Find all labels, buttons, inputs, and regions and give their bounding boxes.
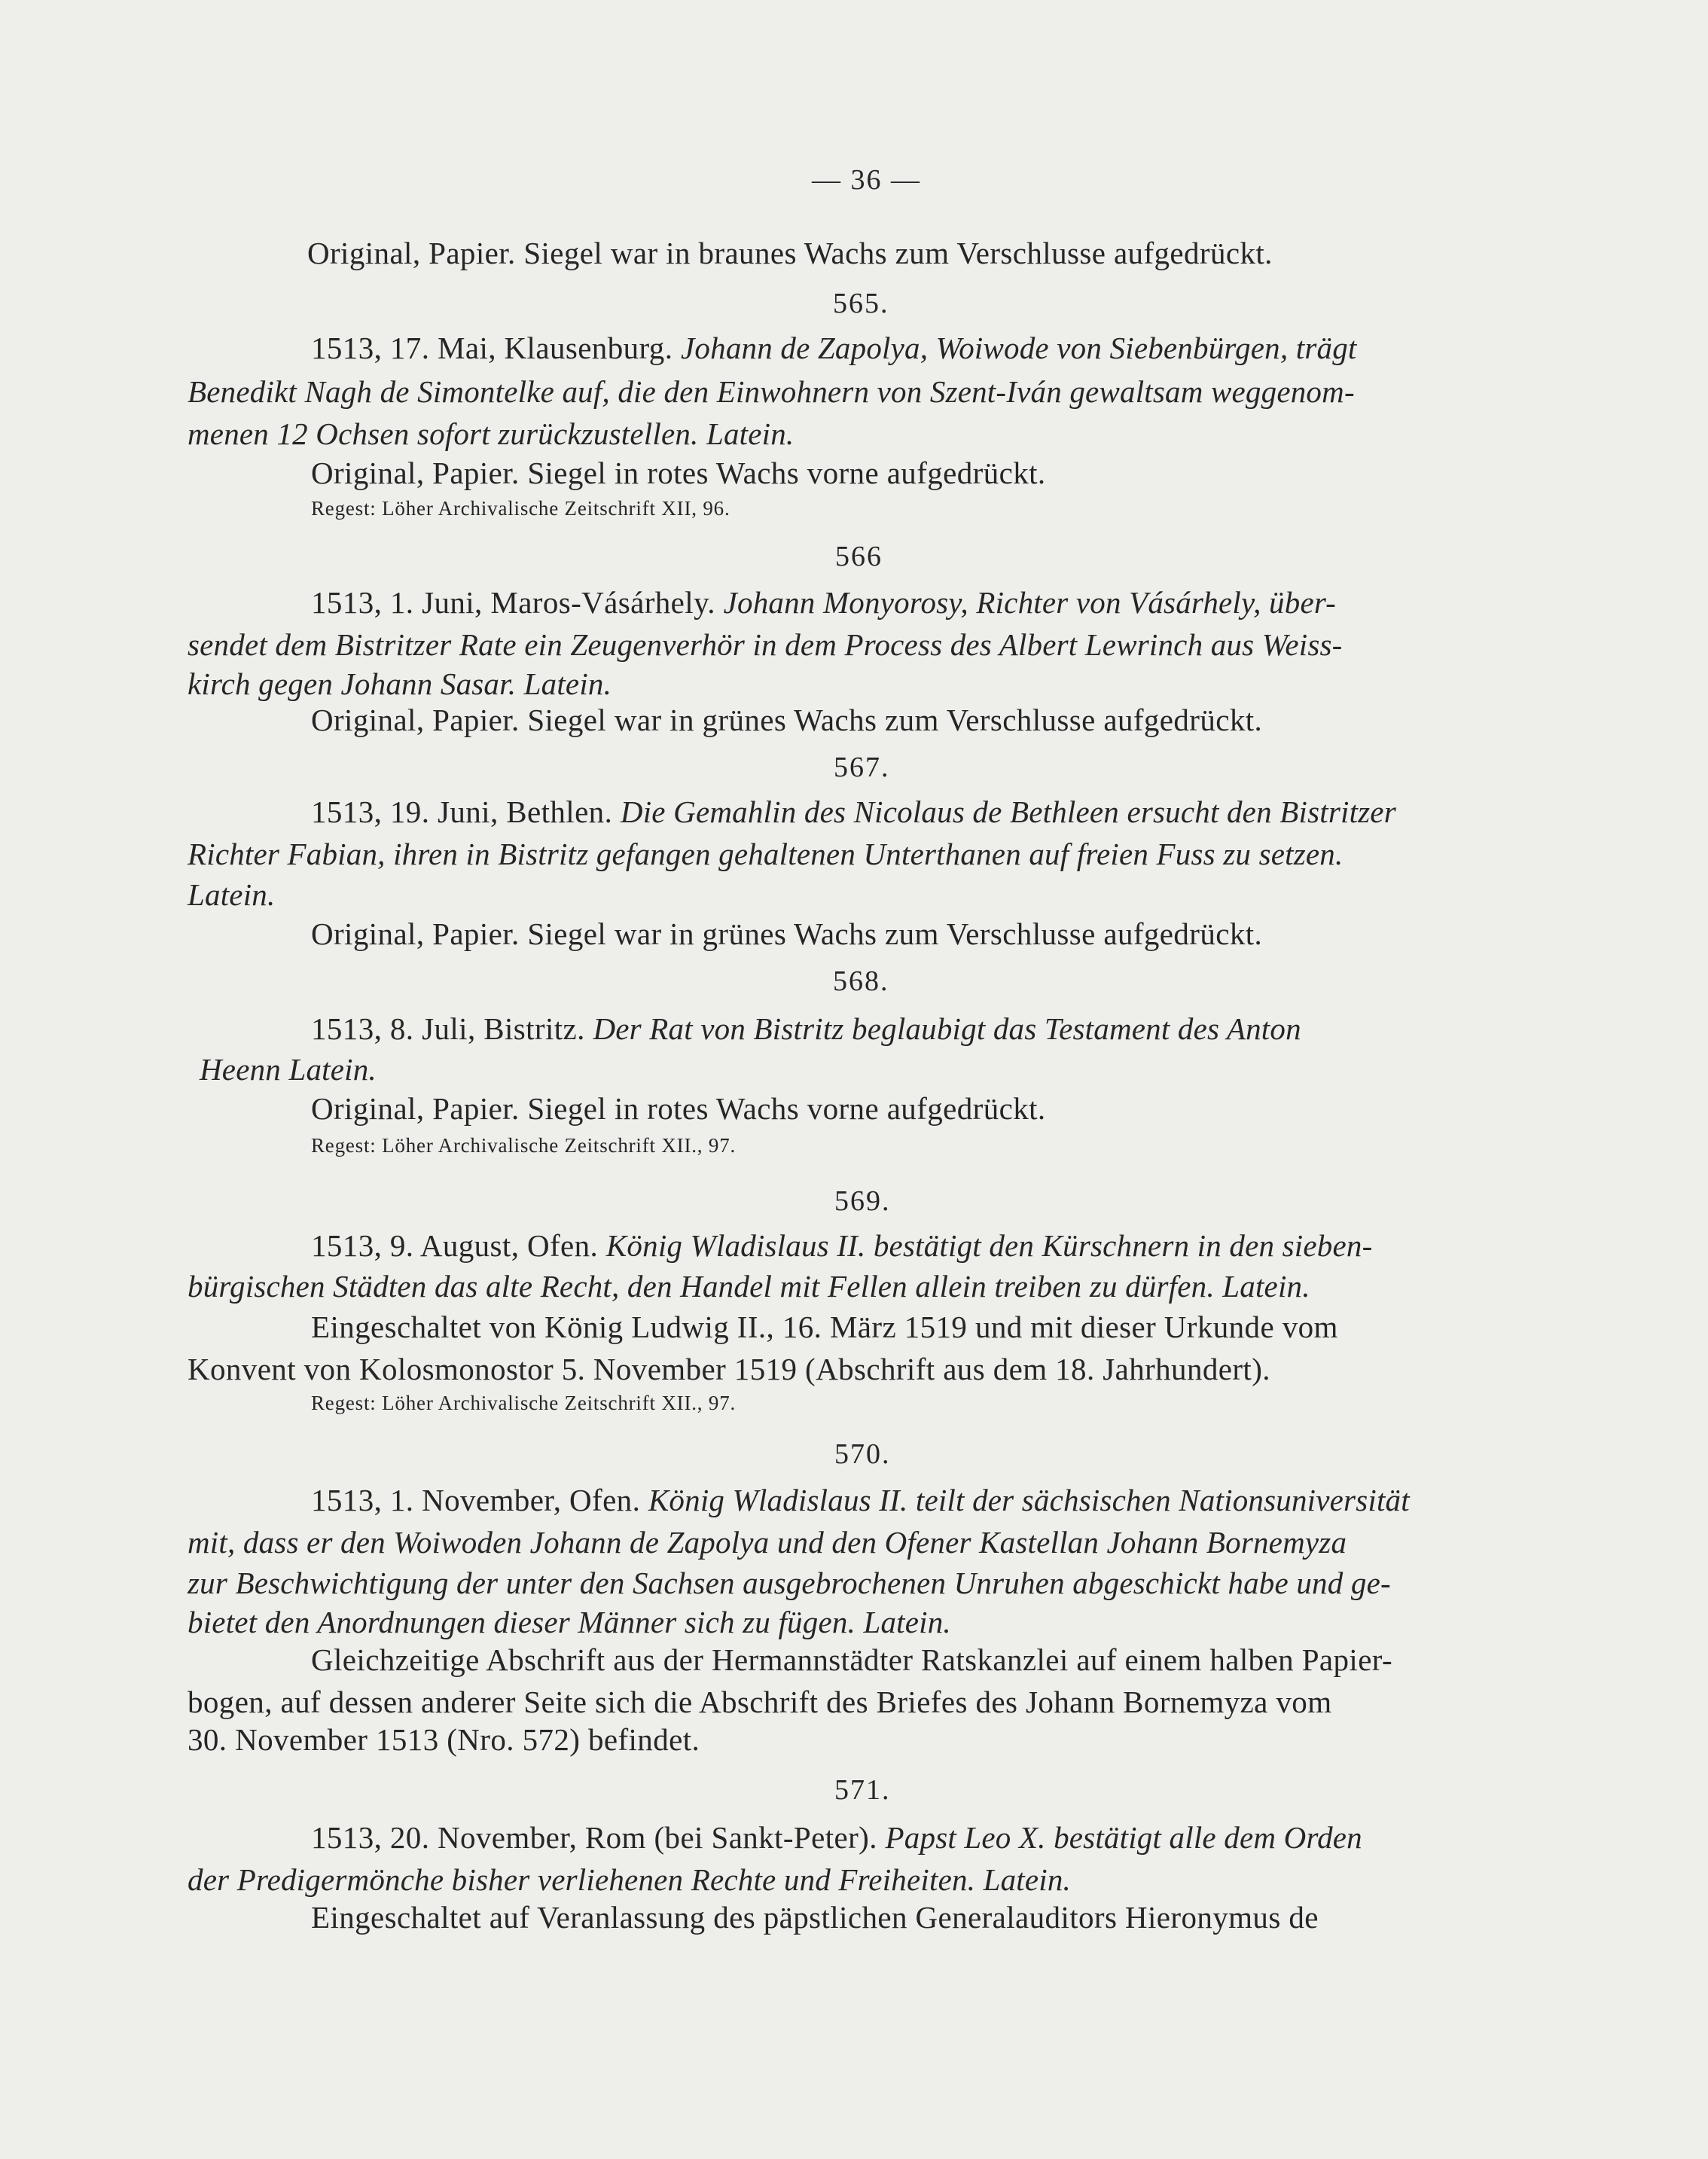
text-line: der Predigermönche bisher verliehenen Rechte und Freiheiten. Latein. (188, 1862, 1072, 1897)
entry-summary: Der Rat von Bistritz beglaubigt das Testament des Anton (593, 1011, 1301, 1046)
page-number: — 36 — (812, 164, 921, 196)
entry-date: 1513, 1. November, Ofen. (311, 1483, 641, 1517)
entry-heading (311, 587, 1336, 618)
text-line: zur Beschwichtigung der unter den Sachsen ausgebrochenen Unruhen abgeschickt habe und ge- (188, 1566, 1391, 1600)
text-line: Original, Papier. Siegel in rotes Wachs vorne aufgedrückt. (311, 456, 1046, 490)
text-line: Heenn Latein. (200, 1052, 377, 1087)
regest-line: Regest: Löher Archivalische Zeitschrift XII., 97. (311, 1392, 737, 1414)
entry-date: 1513, 19. Juni, Bethlen. (311, 794, 613, 829)
text-line: bietet den Anordnungen dieser Männer sich zu fügen. Latein. (188, 1605, 951, 1639)
entry-number: 568. (833, 965, 889, 997)
entry-summary: Johann de Zapolya, Woiwode von Siebenbürgen, trägt (681, 331, 1357, 365)
text-line: Latein. (188, 877, 276, 912)
text-line: Eingeschaltet auf Veranlassung des päpstlichen Generalauditors Hieronymus de (311, 1900, 1319, 1935)
entry-summary: König Wladislaus II. teilt der sächsischen Nationsuniversität (648, 1483, 1410, 1517)
entry-summary: König Wladislaus II. bestätigt den Kürschnern in den sieben- (605, 1228, 1373, 1263)
entry-date: 1513, 1. Juni, Maros-Vásárhely. (311, 585, 715, 620)
entry-heading (311, 794, 1396, 829)
text-line: Original, Papier. Siegel war in grünes Wachs zum Verschlusse aufgedrückt. (311, 703, 1263, 737)
text-line: Richter Fabian, ihren in Bistritz gefangen gehaltenen Unterthanen auf freien Fuss zu setzen. (188, 837, 1344, 871)
text-line: Eingeschaltet von König Ludwig II., 16. März 1519 und mit dieser Urkunde vom (311, 1310, 1338, 1344)
text-line: 30. November 1513 (Nro. 572) befindet. (188, 1722, 700, 1757)
entry-heading (311, 333, 1356, 364)
regest-line: Regest: Löher Archivalische Zeitschrift XII, 96. (311, 497, 730, 520)
regest-line: Regest: Löher Archivalische Zeitschrift XII., 97. (311, 1134, 737, 1157)
entry-heading (311, 1230, 1372, 1261)
entry-number: 566 (835, 541, 883, 572)
entry-heading (311, 1485, 1410, 1516)
entry-heading (311, 1822, 1362, 1853)
text-line: Original, Papier. Siegel in rotes Wachs vorne aufgedrückt. (311, 1091, 1046, 1126)
entry-date: 1513, 9. August, Ofen. (311, 1228, 599, 1263)
text-line: Original, Papier. Siegel war in grünes Wachs zum Verschlusse aufgedrückt. (311, 916, 1263, 951)
text-line: menen 12 Ochsen sofort zurückzustellen. Latein. (188, 416, 795, 451)
entry-number: 565. (833, 288, 889, 319)
entry-number: 570. (834, 1438, 891, 1470)
text-line: sendet dem Bistritzer Rate ein Zeugenverhör in dem Process des Albert Lewrinch aus Weiss- (188, 627, 1343, 662)
text-line: bogen, auf dessen anderer Seite sich die Abschrift des Briefes des Johann Bornemyza vom (188, 1685, 1332, 1719)
entry-summary: Johann Monyorosy, Richter von Vásárhely, über- (723, 585, 1337, 620)
entry-date: 1513, 17. Mai, Klausenburg. (311, 331, 673, 365)
entry-summary: Die Gemahlin des Nicolaus de Bethleen ersucht den Bistritzer (620, 794, 1396, 829)
text-line: Benedikt Nagh de Simontelke auf, die den Einwohnern von Szent-Iván gewaltsam weggenom- (188, 374, 1355, 409)
entry-number: 571. (834, 1774, 891, 1806)
entry-date: 1513, 8. Juli, Bistritz. (311, 1011, 585, 1046)
text-line: bürgischen Städten das alte Recht, den Handel mit Fellen allein treiben zu dürfen. Latein. (188, 1269, 1310, 1304)
text-line: Gleichzeitige Abschrift aus der Hermannstädter Ratskanzlei auf einem halben Papier- (311, 1642, 1393, 1677)
text-line: mit, dass er den Woiwoden Johann de Zapolya und den Ofener Kastellan Johann Bornemyza (188, 1525, 1347, 1560)
entry-summary: Papst Leo X. bestätigt alle dem Orden (885, 1820, 1362, 1855)
text-line: Konvent von Kolosmonostor 5. November 1519 (Abschrift aus dem 18. Jahrhundert). (188, 1352, 1270, 1386)
entry-number: 569. (834, 1185, 891, 1217)
entry-heading (311, 1011, 1301, 1046)
entry-date: 1513, 20. November, Rom (bei Sankt-Peter). (311, 1820, 877, 1855)
entry-number: 567. (834, 752, 890, 783)
text-line: Original, Papier. Siegel war in braunes Wachs zum Verschlusse aufgedrückt. (307, 236, 1273, 270)
text-line: kirch gegen Johann Sasar. Latein. (188, 666, 612, 701)
